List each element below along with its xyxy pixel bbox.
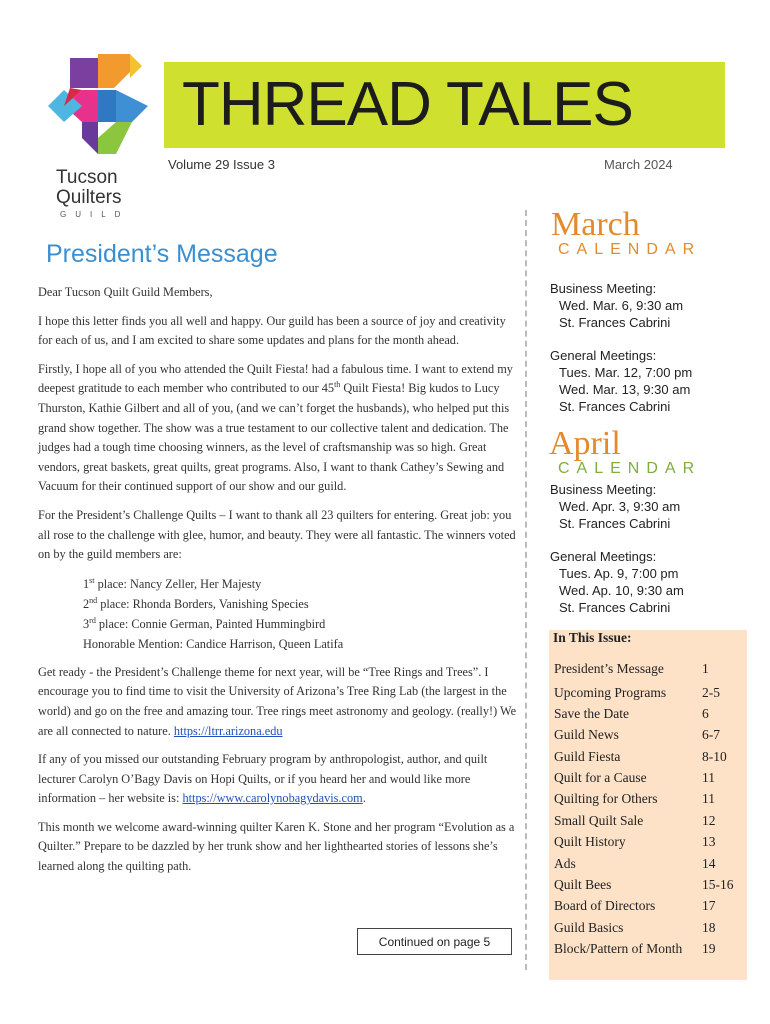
letter-paragraph: This month we welcome award-winning quilter Karen K. Stone and her program “Evolution as a Quilter.” Prepare to be dazzled by her trunk show and her lighthearted stories of lessons she’s learned along the quilting path. [38,819,515,874]
volume-issue: Volume 29 Issue 3 [168,157,275,172]
logo-text-tucson: Tucson [56,167,118,188]
letter-paragraph: I hope this letter finds you all well and happy. Our guild has been a source of joy and creativity for each of us, and I am excited to share some updates and plans for the month ahead. [38,313,506,348]
toc-item: Quilt History 13 [554,834,716,849]
letter-greeting: Dear Tucson Quilt Guild Members, [38,285,213,299]
section-heading-presidents-message: President’s Message [46,240,278,268]
toc-item: Guild Basics 18 [554,920,716,935]
april-general-meetings: General Meetings: Tues. Ap. 9, 7:00 pm Wed. Ap. 10, 9:30 am St. Frances Cabrini [550,549,684,615]
toc-item: Guild News 6-7 [554,727,720,742]
letter-paragraph: Get ready - the President’s Challenge theme for next year, will be “Tree Rings and Trees”. I encourage you to find time to visit the University of Arizona’s Tree Ring Lab (the largest in the world) and go on the free and amazing tour. Tree rings meet astronomy and geology. (really!) We are all connected to nature. https://ltrr.arizona.edu [38,664,517,738]
winner-item: 2nd place: Rhonda Borders, Vanishing Species [83,595,309,611]
winners-list [83,574,522,654]
april-heading: April [549,425,621,462]
letter-paragraph: For the President’s Challenge Quilts – I want to thank all 23 quilters for entering. Great job: you all rose to the challenge with glee, humor, and beauty. They were all fantastic. The winners voted on by the guild members are: [38,507,516,562]
letter-paragraph: If any of you missed our outstanding February program by anthropologist, author, and quilt lecturer Carolyn O’Bagy Davis on Hopi Quilts, or if you heard her and would like more information – her website is: https://www.carolynobagydavis.com. [38,752,488,806]
toc-item: Quilt for a Cause 11 [554,770,715,785]
issue-date: March 2024 [604,157,673,172]
winner-item: 3rd place: Connie German, Painted Hummingbird [83,615,326,631]
march-general-meetings: General Meetings: Tues. Mar. 12, 7:00 pm Wed. Mar. 13, 9:30 am St. Frances Cabrini [550,348,693,414]
newsletter-title: THREAD TALES [182,70,633,139]
column-divider [525,210,527,970]
april-business-meeting: Business Meeting: Wed. Apr. 3, 9:30 am St. Frances Cabrini [550,482,681,531]
presidents-letter [38,283,522,886]
april-calendar-label: CALENDAR [558,460,702,477]
continued-on-page-box: Continued on page 5 [357,928,512,955]
toc-item: Guild Fiesta 8-10 [554,749,727,764]
toc-item: Quilt Bees 15-16 [554,877,734,892]
in-this-issue-box [549,630,747,980]
pinwheel-logo-icon [42,50,154,162]
winner-item: 1st place: Nancy Zeller, Her Majesty [83,575,262,591]
toc-item: Ads 14 [554,856,716,871]
logo-text-quilters: Quilters [56,187,122,208]
toc-item: Small Quilt Sale 12 [554,813,716,828]
toc-item: Block/Pattern of Month 19 [554,941,716,956]
toc-item: Board of Directors 17 [554,898,716,913]
toc-item: Save the Date 6 [554,706,709,721]
tree-ring-lab-link[interactable]: https://ltrr.arizona.edu [173,723,283,738]
toc-item: President’s Message 1 [554,661,709,676]
toc-item: Upcoming Programs 2-5 [554,685,720,700]
letter-paragraph: Firstly, I hope all of you who attended the Quilt Fiesta! had a fabulous time. I want to extend my deepest gratitude to each member who contributed to our 45th Quilt Fiesta! Big kudos to Lucy Thurston, Kathie Gilbert and all of you, (and we can’t forget the husbands), who helped put this grand show together. The show was a true testament to our collective talent and dedication. The judges had a tough time choosing winners, as the level of craftsmanship was so high. Great vendors, great baskets, great quilts, great programs. Also, I want to thank Cathey’s Sewing and Vacuum for their continued support of our show and our guild. [38,361,513,494]
title-banner [164,62,725,148]
carolyn-davis-website-link[interactable]: https://www.carolynobagydavis.com [182,791,363,806]
toc-title: In This Issue: [553,630,632,645]
winner-item: Honorable Mention: Candice Harrison, Queen Latifa [83,636,344,651]
march-calendar-label: CALENDAR [558,241,702,258]
toc-item: Quilting for Others 11 [554,791,715,806]
guild-logo [40,50,160,220]
march-heading: March [551,206,640,243]
logo-text-guild: GUILD [60,210,130,219]
march-business-meeting: Business Meeting: Wed. Mar. 6, 9:30 am St. Frances Cabrini [550,281,684,330]
